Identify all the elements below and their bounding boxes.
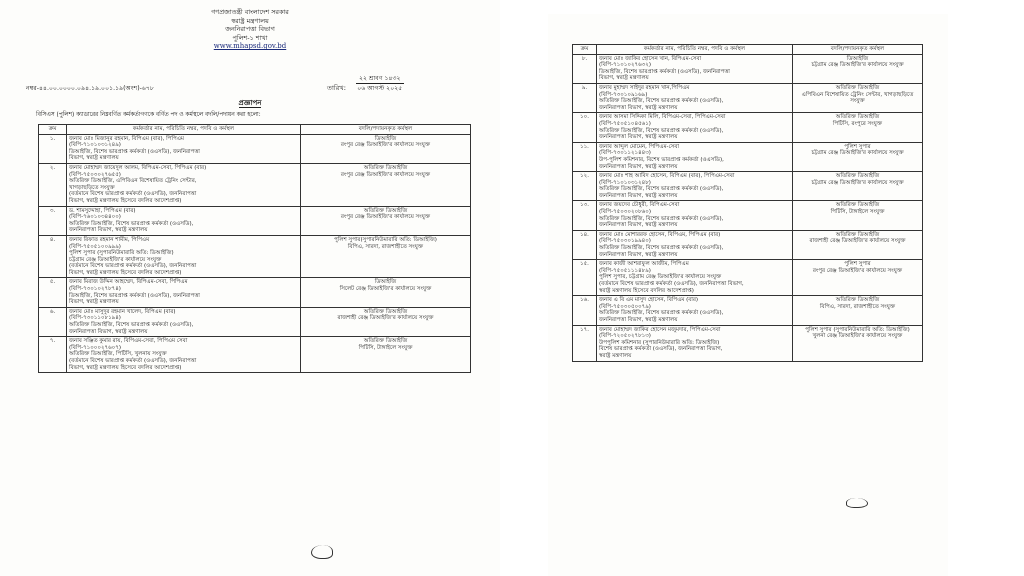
officer-detail-line: (বিপি-৭১০১০৩১২৪৯) (69, 142, 121, 149)
officer-detail-line: জনাব কাজী আশরাফুল আজীম, পিপিএম (599, 261, 689, 268)
row-officer-details (597, 260, 793, 296)
table-row (39, 163, 471, 206)
header-line-2: স্বরাষ্ট্র মন্ত্রণালয় (231, 16, 269, 25)
row-serial: ১১. (573, 142, 597, 171)
officer-detail-line: জননিরাপত্তা বিভাগ, স্বরাষ্ট্র মন্ত্রণালয় (599, 316, 678, 323)
officer-detail-line: জননিরাপত্তা বিভাগ, স্বরাষ্ট্র মন্ত্রণালয় (599, 163, 678, 170)
table-row (573, 54, 923, 83)
officer-detail-line: উপ-পুলিশ কমিশনার, বিশেষ ভারপ্রাপ্ত কর্মকর্তা (ওএসডি), (599, 156, 724, 163)
row-serial: ৪. (39, 235, 67, 278)
officer-detail-line: জনাব সঞ্জিত কুমার রায়, বিপিএম-সেবা, পিপিএম সেবা (69, 338, 188, 345)
table-row (573, 172, 923, 201)
officer-detail-line: (বিপি-৭৬০১০৩৪৪০০) (69, 214, 121, 221)
new-posting-place: চট্টগ্রাম রেঞ্জ ডিআইজি'র কার্যালয়ে সংযুক্ত (811, 62, 904, 69)
officer-detail-line: (বিপি-৭৩০১১২১৪৪৩) (599, 150, 651, 157)
officer-detail-line: অতিরিক্ত ডিআইজি, বিশেষ ভারপ্রাপ্ত কর্মকর্তা (ওএসডি), (69, 220, 194, 227)
officer-detail-line: পুলিশ সুপার (সুপারনিউমারারি অতি: ডিআইজি) (69, 250, 174, 257)
new-posting-place: চট্টগ্রাম রেঞ্জ ডিআইজি'র কার্যালয়ে সংযুক্ত (811, 179, 904, 186)
officer-detail-line: বিভাগ, স্বরাষ্ট্র মন্ত্রণালয় হিসেবে বদলির আদেশপ্রাপ্ত) (69, 197, 182, 204)
officer-detail-line: স্বরাষ্ট্র মন্ত্রণালয় হিসেবে বদলির আদেশপ্রাপ্ত) (599, 287, 694, 294)
officer-detail-line: অতিরিক্ত ডিআইজি, বিশেষ ভারপ্রাপ্ত কর্মকর্তা (ওএসডি), (599, 245, 724, 252)
table-row (573, 201, 923, 230)
officer-detail-line: জননিরাপত্তা বিভাগ, স্বরাষ্ট্র মন্ত্রণালয় (599, 134, 678, 141)
table-row (39, 134, 471, 163)
new-designation: পুলিশ সুপার (সুপারনিউমারারি অতি: ডিআইজি) (805, 326, 910, 333)
row-serial: ১. (39, 134, 67, 163)
row-officer-details (597, 172, 793, 201)
new-designation: ডিআইজি (374, 279, 397, 286)
row-serial: ১৪. (573, 230, 597, 259)
officer-detail-line: জননিরাপত্তা বিভাগ, স্বরাষ্ট্র মন্ত্রণালয় (69, 328, 148, 335)
new-designation: অতিরিক্ত ডিআইজি (835, 202, 880, 209)
table-row (573, 325, 923, 361)
column-header-serial: ক্রম (39, 125, 67, 135)
officer-detail-line: ড. শামসুদ্দোহা, পিপিএম (বার) (69, 207, 136, 214)
row-new-posting (301, 163, 471, 206)
new-designation: অতিরিক্ত ডিআইজি (835, 231, 880, 238)
row-officer-details (67, 163, 301, 206)
officer-detail-line: (বিপি-৭৫০৫১১১৪৮৯) (599, 267, 651, 274)
new-designation: ডিআইজি (846, 55, 869, 62)
intro-text: বিসিএস (পুলিশ) ক্যাডারের নিম্নবর্ণিত কর্মকর্তাগণকে বর্ণিত পদ ও কর্মস্থলে বদলি/পদায়ন করা হলো: (36, 112, 261, 118)
row-new-posting (301, 337, 471, 373)
new-posting-place: রাজশাহী রেঞ্জ ডিআইজি'র কার্যালয়ে সংযুক্ত (337, 315, 434, 322)
officer-detail-line: ডিআইজি, বিশেষ ভারপ্রাপ্ত কর্মকর্তা (ওএসডি), জননিরাপত্তা (69, 148, 200, 155)
table-row (39, 337, 471, 373)
new-designation: অতিরিক্ত ডিআইজি (363, 164, 408, 171)
row-officer-details (597, 142, 793, 171)
row-serial: ১২. (573, 172, 597, 201)
row-officer-details (67, 206, 301, 235)
officer-detail-line: অতিরিক্ত ডিআইজি, পিটিসি, খুলনায় সংযুক্ত (69, 351, 167, 358)
row-new-posting (793, 54, 923, 83)
new-designation: অতিরিক্ত ডিআইজি (835, 173, 880, 180)
row-new-posting (793, 325, 923, 361)
new-designation: অতিরিক্ত ডিআইজি (363, 338, 408, 345)
officer-detail-line: অতিরিক্ত ডিআইজি, বিশেষ ভারপ্রাপ্ত কর্মকর্তা (ওএসডি), (69, 322, 194, 329)
row-new-posting (793, 201, 923, 230)
row-new-posting (793, 230, 923, 259)
officer-detail-line: জনাব মুহাম্মদ সাইদুর রহমান খান,পিপিএম (599, 84, 690, 91)
row-officer-details (67, 337, 301, 373)
officer-detail-line: (বিপি-৭৫০৩০২০৮৬০) (599, 209, 651, 216)
header-line-3: জননিরাপত্তা বিভাগ (225, 25, 275, 34)
row-officer-details (67, 307, 301, 336)
officer-detail-line: (বর্তমানে বিশেষ ভারপ্রাপ্ত কর্মকর্তা (ওএসডি), জননিরাপত্তা (69, 263, 197, 270)
officer-detail-line: অতিরিক্ত ডিআইজি, বিশেষ ভারপ্রাপ্ত কর্মকর্তা (ওএসডি), (599, 127, 724, 134)
officer-detail-line: উপপুলিশ কমিশনার (সুপারনিউমারারি অতি: ডিআইজি) (599, 339, 720, 346)
new-posting-place: বিপিএ, সারদা, রাজশাহীতে সংযুক্ত (347, 243, 424, 250)
date-english: ০৬ আগস্ট ২০২৫ (357, 85, 403, 92)
row-new-posting (793, 113, 923, 142)
date-block (356, 74, 404, 93)
table-row (39, 307, 471, 336)
row-officer-details (597, 113, 793, 142)
table-row (573, 230, 923, 259)
new-posting-place: সিলেট রেঞ্জ ডিআইজি'র কার্যালয়ে সংযুক্ত (339, 286, 432, 293)
row-serial: ৩. (39, 206, 67, 235)
officer-detail-line: বিভাগ, স্বরাষ্ট্র মন্ত্রণালয় (69, 299, 119, 306)
table-row (39, 206, 471, 235)
row-new-posting (301, 206, 471, 235)
row-serial: ৭. (39, 337, 67, 373)
column-header-posting: বদলি/পদায়নকৃত কর্মস্থল (793, 45, 923, 55)
officer-detail-line: বিভাগ, স্বরাষ্ট্র মন্ত্রণালয় (69, 155, 119, 162)
officer-detail-line: (বিপি-৭১০১০২৭৬৩২) (599, 62, 651, 69)
officer-detail-line: জনাব রিফাত রহমান শামীম, পিপিএম (69, 236, 150, 243)
table-row (573, 260, 923, 296)
new-designation: অতিরিক্ত ডিআইজি (835, 297, 880, 304)
new-designation: অতিরিক্ত ডিআইজি (363, 308, 408, 315)
officer-detail-line: চট্টগ্রাম রেঞ্জ ডিআইজি'র কার্যালয়ে সংযুক্ত (69, 256, 162, 263)
row-new-posting (793, 142, 923, 171)
row-serial: ৫. (39, 278, 67, 307)
new-posting-place: খুলনা রেঞ্জ ডিআইজি'র কার্যালয়ে সংযুক্ত (812, 333, 903, 340)
header-line-1: গণপ্রজাতন্ত্রী বাংলাদেশ সরকার (211, 8, 289, 16)
row-officer-details (67, 134, 301, 163)
row-serial: ৯. (573, 83, 597, 112)
table-header-row (573, 45, 923, 55)
right-page (548, 14, 948, 576)
new-posting-place: রাজশাহী রেঞ্জ ডিআইজি'র কার্যালয়ে সংযুক্ত (809, 238, 906, 245)
date-label: তারিখ: (327, 84, 346, 92)
table-row (39, 278, 471, 307)
row-officer-details (597, 54, 793, 83)
signature-mark-right (846, 498, 868, 508)
new-posting-place: পিটিসি, টাঙ্গাইলে সংযুক্ত (830, 209, 885, 216)
new-posting-place: বিপিএ, সারদা, রাজশাহীতে সংযুক্ত (819, 303, 896, 310)
officer-detail-line: বিশেষ ভারপ্রাপ্ত কর্মকর্তা (ওএসডি), জননিরাপত্তা বিভাগ, (599, 346, 723, 353)
row-officer-details (597, 83, 793, 112)
officer-detail-line: অতিরিক্ত ডিআইজি, বিশেষ ভারপ্রাপ্ত কর্মকর্তা (ওএসডি), (599, 310, 724, 317)
new-designation: অতিরিক্ত ডিআইজি (363, 207, 408, 214)
officer-detail-line: জনাব মোঃ শাহ আবিদ হোসেন, বিপিএম (বার), পিপিএম-সেবা (599, 173, 735, 180)
new-designation: পুলিশ সুপার(সুপারনিউমারারি অতি: ডিআইজি) (334, 236, 437, 243)
officer-detail-line: (বর্তমানে বিশেষ ভারপ্রাপ্ত কর্মকর্তা (ওএসডি), জননিরাপত্তা বিভাগ, (599, 281, 744, 287)
new-posting-place: রংপুর রেঞ্জ ডিআইজি'র কার্যালয়ে সংযুক্ত (340, 214, 431, 221)
column-header-officer: কর্মকর্তার নাম, পরিচিতি নম্বর, পদবি ও কর্মস্থল (67, 125, 301, 135)
officer-detail-line: (বিপি-৭৩০১০৯১৬৯) (599, 91, 648, 98)
new-posting-place: রংপুর রেঞ্জ ডিআইজি'র কার্যালয়ে সংযুক্ত (340, 171, 431, 178)
column-header-serial: ক্রম (573, 45, 597, 55)
date-bangla: ২২ শ্রাবণ ১৪৩২ (356, 74, 404, 84)
new-posting-place: পিটিসি, টাঙ্গাইলে সংযুক্ত (358, 344, 413, 351)
row-new-posting (301, 307, 471, 336)
officer-detail-line: জননিরাপত্তা বিভাগ, স্বরাষ্ট্র মন্ত্রণালয় (599, 222, 678, 229)
officer-detail-line: জননিরাপত্তা বিভাগ, স্বরাষ্ট্র মন্ত্রণালয় (599, 251, 678, 258)
officer-detail-line: ডিআইজি, বিশেষ ভারপ্রাপ্ত কর্মকর্তা (ওএসডি), জননিরাপত্তা (69, 292, 200, 299)
officer-detail-line: জননিরাপত্তা বিভাগ, স্বরাষ্ট্র মন্ত্রণালয় (599, 192, 678, 199)
officer-detail-line: ডিআইজি, বিশেষ ভারপ্রাপ্ত কর্মকর্তা (ওএসডি), জননিরাপত্তা (599, 68, 730, 75)
row-serial: ১৫. (573, 260, 597, 296)
row-serial: ১০. (573, 113, 597, 142)
officer-detail-line: বিভাগ, স্বরাষ্ট্র মন্ত্রণালয় (599, 75, 649, 82)
row-serial: ২. (39, 163, 67, 206)
row-new-posting (793, 296, 923, 325)
officer-detail-line: খাগড়াছড়িতে সংযুক্ত (69, 184, 115, 191)
officer-detail-line: (বিপি-৭১০০০২৭৬০৭) (69, 344, 121, 351)
officer-detail-line: (বিপি-৭৫০৩০১৯৯৪০) (599, 238, 651, 245)
officer-detail-line: জনাব আব্দুল মোমেন, পিপিএম-সেবা (599, 143, 680, 150)
row-new-posting (793, 172, 923, 201)
column-header-officer: কর্মকর্তার নাম, পরিচিতি নম্বর, পদবি ও কর্মস্থল (597, 45, 793, 55)
website-link[interactable]: www.mhapsd.gov.bd (213, 42, 287, 51)
officer-detail-line: জনাব মোহাম্মদ জায়েদুল আলম, বিপিএম-সেবা, পিপিএম (বার) (69, 164, 207, 171)
row-serial: ১৬. (573, 296, 597, 325)
memo-number: নম্বর-৪৪.০০.০০০০.০৯৪.১৯.০০১.১৯(অংশ)-৬৭৮ (26, 85, 154, 92)
new-posting-place: রংপুর রেঞ্জ ডিআইজি'র কার্যালয়ে সংযুক্ত (340, 142, 431, 149)
left-page (0, 0, 500, 576)
new-posting-place: পিটিসি, রংপুরে সংযুক্ত (832, 120, 883, 127)
officer-detail-line: (বিপি-৭৫০৫১০৪৫৬১) (599, 120, 651, 127)
officer-detail-line: (বিপি-৭২০৫০২৭৮১৩) (599, 333, 651, 340)
new-designation: পুলিশ সুপার (844, 143, 871, 150)
new-posting-place: রংপুর রেঞ্জ ডিআইজি'র কার্যালয়ে সংযুক্ত (812, 267, 903, 274)
row-new-posting (301, 235, 471, 278)
officer-detail-line: জনাব জয়দেব চৌধুরী, বিপিএম-সেবা (599, 202, 680, 209)
officer-detail-line: জনাব মোঃ জাকির হোসেন খান, বিপিএম-সেবা (599, 55, 702, 62)
officer-detail-line: বিভাগ, স্বরাষ্ট্র মন্ত্রণালয় হিসেবে বদলির আদেশপ্রাপ্ত) (69, 364, 182, 371)
row-officer-details (67, 235, 301, 278)
table-row (573, 113, 923, 142)
transfer-table-left (38, 124, 471, 373)
officer-detail-line: (বিপি-৭৩০১১০৮১৯৪) (69, 315, 121, 322)
officer-detail-line: অতিরিক্ত ডিআইজি, বিশেষ ভারপ্রাপ্ত কর্মকর্তা (ওএসডি), (599, 98, 724, 105)
row-officer-details (597, 230, 793, 259)
row-serial: ৬. (39, 307, 67, 336)
table-header-row (39, 125, 471, 135)
officer-detail-line: স্বরাষ্ট্র মন্ত্রণালয় (599, 352, 632, 359)
letterhead (0, 8, 500, 51)
officer-detail-line: (বিপি-৭৫০৩০৫০০৭৯) (599, 303, 651, 310)
row-officer-details (597, 201, 793, 230)
new-designation: পুলিশ সুপার (844, 261, 871, 268)
officer-detail-line: অতিরিক্ত ডিআইজি, বিশেষ ভারপ্রাপ্ত কর্মকর্তা (ওএসডি), (599, 215, 724, 222)
officer-detail-line: (বিপি-৭৫০৫১০০৯৯৯) (69, 243, 121, 250)
signature-mark-left (311, 545, 333, 559)
officer-detail-line: অতিরিক্ত ডিআইজি, এপিবিএন বিশেষায়িত ট্রেনিং সেন্টার, (69, 178, 197, 185)
notification-title: প্রজ্ঞাপন (238, 99, 262, 107)
header-line-4: পুলিশ-১ শাখা (232, 33, 268, 42)
officer-detail-line: (বর্তমানে বিশেষ ভারপ্রাপ্ত কর্মকর্তা (ওএসডি), জননিরাপত্তা (69, 358, 197, 364)
officer-detail-line: (বিপি-৭৩০১০২৭৮৭৪) (69, 286, 121, 293)
table-row (573, 296, 923, 325)
table-row (573, 83, 923, 112)
row-new-posting (301, 134, 471, 163)
new-posting-place: চট্টগ্রাম রেঞ্জ ডিআইজি'র কার্যালয়ে সংযুক্ত (811, 150, 904, 157)
table-row (39, 235, 471, 278)
officer-detail-line: জননিরাপত্তা বিভাগ, স্বরাষ্ট্র মন্ত্রণালয় (599, 104, 678, 111)
officer-detail-line: জনাব মোঃ মাসুদুর রহমান খালেদ, বিপিএম (বার) (69, 308, 176, 315)
transfer-table-right (572, 44, 923, 362)
officer-detail-line: জনাব মোঃ মিজানুর রহমান, বিপিএম (বার), পিপিএম (69, 135, 184, 142)
officer-detail-line: (বিপি-৭৫০৩০২৭৬৫৫) (69, 171, 121, 178)
officer-detail-line: জনাব আসমা সিদ্দিকা মিলি, বিপিএম-সেবা, পিপিএম-সেবা (599, 114, 726, 121)
row-serial: ১৭. (573, 325, 597, 361)
row-new-posting (301, 278, 471, 307)
officer-detail-line: বিভাগ, স্বরাষ্ট্র মন্ত্রণালয় হিসেবে বদলির আদেশপ্রাপ্ত) (69, 269, 182, 276)
row-officer-details (597, 325, 793, 361)
new-designation: অতিরিক্ত ডিআইজি (835, 84, 880, 91)
row-serial: ৮. (573, 54, 597, 83)
officer-detail-line: জনাব মোহাম্মদ জাকির হোসেন মজুমদার, পিপিএম-সেবা (599, 326, 721, 333)
row-officer-details (597, 296, 793, 325)
table-row (573, 142, 923, 171)
column-header-posting: বদলি/পদায়নকৃত কর্মস্থল (301, 125, 471, 135)
row-serial: ১৩. (573, 201, 597, 230)
officer-detail-line: অতিরিক্ত ডিআইজি, বিশেষ ভারপ্রাপ্ত কর্মকর্তা (ওএসডি), (599, 186, 724, 193)
row-officer-details (67, 278, 301, 307)
new-posting-place: এপিবিএন বিশেষায়িত ট্রেনিং সেন্টার, খাগড়াছড়িতে সংযুক্ত (801, 91, 914, 105)
new-designation: ডিআইজি (374, 135, 397, 142)
officer-detail-line: (বিপি-৭১০১০৩১২৪৮) (599, 179, 651, 186)
new-designation: অতিরিক্ত ডিআইজি (835, 114, 880, 121)
officer-detail-line: জনাব মোঃ মোশাররফ হোসেন, বিপিএম, পিপিএম (বার) (599, 231, 721, 238)
officer-detail-line: (বর্তমানে বিশেষ ভারপ্রাপ্ত কর্মকর্তা (ওএসডি), জননিরাপত্তা (69, 191, 197, 198)
row-new-posting (793, 260, 923, 296)
officer-detail-line: জনাব এ বি এম মাসুদ হোসেন, বিপিএম (বার) (599, 297, 699, 304)
officer-detail-line: জননিরাপত্তা বিভাগ, স্বরাষ্ট্র মন্ত্রণালয় (69, 227, 148, 234)
officer-detail-line: জনাব মিরাজ উদ্দিন আহম্মেদ, বিপিএম-সেবা, পিপিএম (69, 279, 188, 286)
row-new-posting (793, 83, 923, 112)
officer-detail-line: পুলিশ সুপার, চট্টগ্রাম রেঞ্জ ডিআইজি'র কার্যালয়ে সংযুক্ত (599, 274, 722, 281)
